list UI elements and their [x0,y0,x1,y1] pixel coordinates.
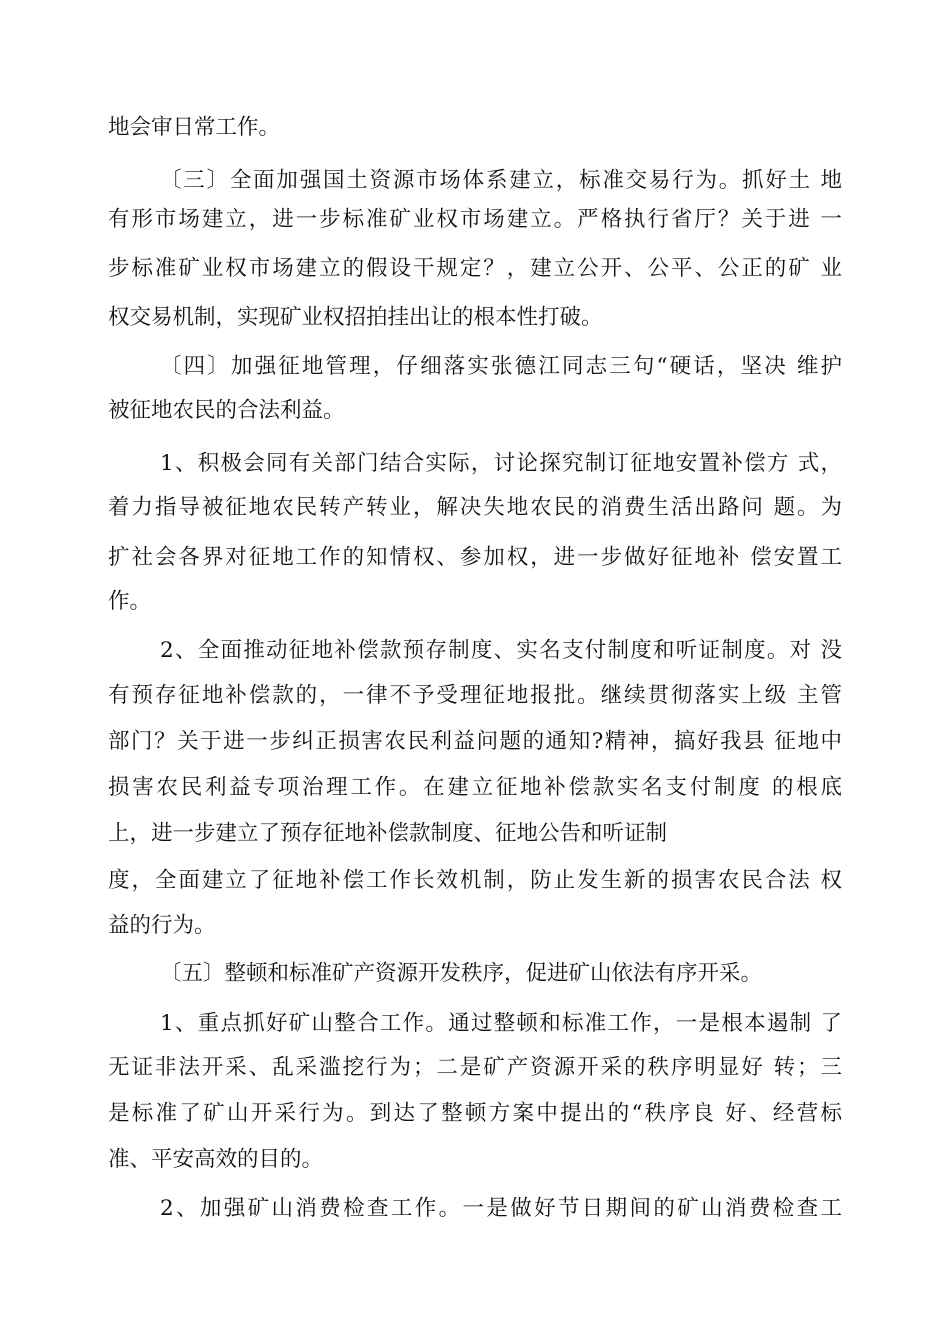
text-line: 益的行为。 [108,913,216,938]
text-line: 作。 [108,589,152,614]
text-line: 是标准了矿山开采行为。到达了整顿方案中提出的“秩序良 好、经营标 [108,1101,842,1126]
text-line: 2、全面推动征地补偿款预存制度、实名支付制度和听证制度。对 没 [160,638,842,663]
text-line: 地会审日常工作。 [108,115,281,140]
text-line: 着力指导被征地农民转产转业，解决失地农民的消费生活出路问 题。为 [108,495,842,520]
text-line: 损害农民利益专项治理工作。在建立征地补偿款实名支付制度 的根底 [108,775,842,800]
text-line: 步标准矿业权市场建立的假设干规定？，建立公开、公平、公正的矿 业 [108,256,842,281]
text-line: 被征地农民的合法利益。 [108,398,345,423]
text-line: 有形市场建立，进一步标准矿业权市场建立。严格执行省厅？关于进 一 [108,207,842,232]
text-line: 〔四〕加强征地管理，仔细落实张德江同志三句“硬话，坚决 维护 [160,354,842,379]
text-line: 度，全面建立了征地补偿工作长效机制，防止发生新的损害农民合法 权 [108,868,842,893]
text-line: 1、重点抓好矿山整合工作。通过整顿和标准工作，一是根本遏制 了 [160,1011,842,1036]
text-line: 扩社会各界对征地工作的知情权、参加权，进一步做好征地补 偿安置工 [108,545,842,570]
text-line: 准、平安高效的目的。 [108,1147,324,1172]
text-line: 〔五〕整顿和标准矿产资源开发秩序，促进矿山依法有序开采。 [160,961,763,986]
text-line: 2、加强矿山消费检查工作。一是做好节日期间的矿山消费检查工 [160,1196,842,1221]
text-line: 上，进一步建立了预存征地补偿款制度、征地公告和听证制 [108,821,668,846]
text-line: 无证非法开采、乱采滥挖行为；二是矿产资源开采的秩序明显好 转；三 [108,1055,842,1080]
text-line: 〔三〕全面加强国土资源市场体系建立，标准交易行为。抓好土 地 [160,168,842,193]
text-line: 1、积极会同有关部门结合实际，讨论探究制订征地安置补偿方 式， [160,451,842,476]
text-line: 部门？关于进一步纠正损害农民利益问题的通知?精神，搞好我县 征地中 [108,729,842,754]
text-line: 有预存征地补偿款的，一律不予受理征地报批。继续贯彻落实上级 主管 [108,683,842,708]
text-line: 权交易机制，实现矿业权招拍挂出让的根本性打破。 [108,305,603,330]
